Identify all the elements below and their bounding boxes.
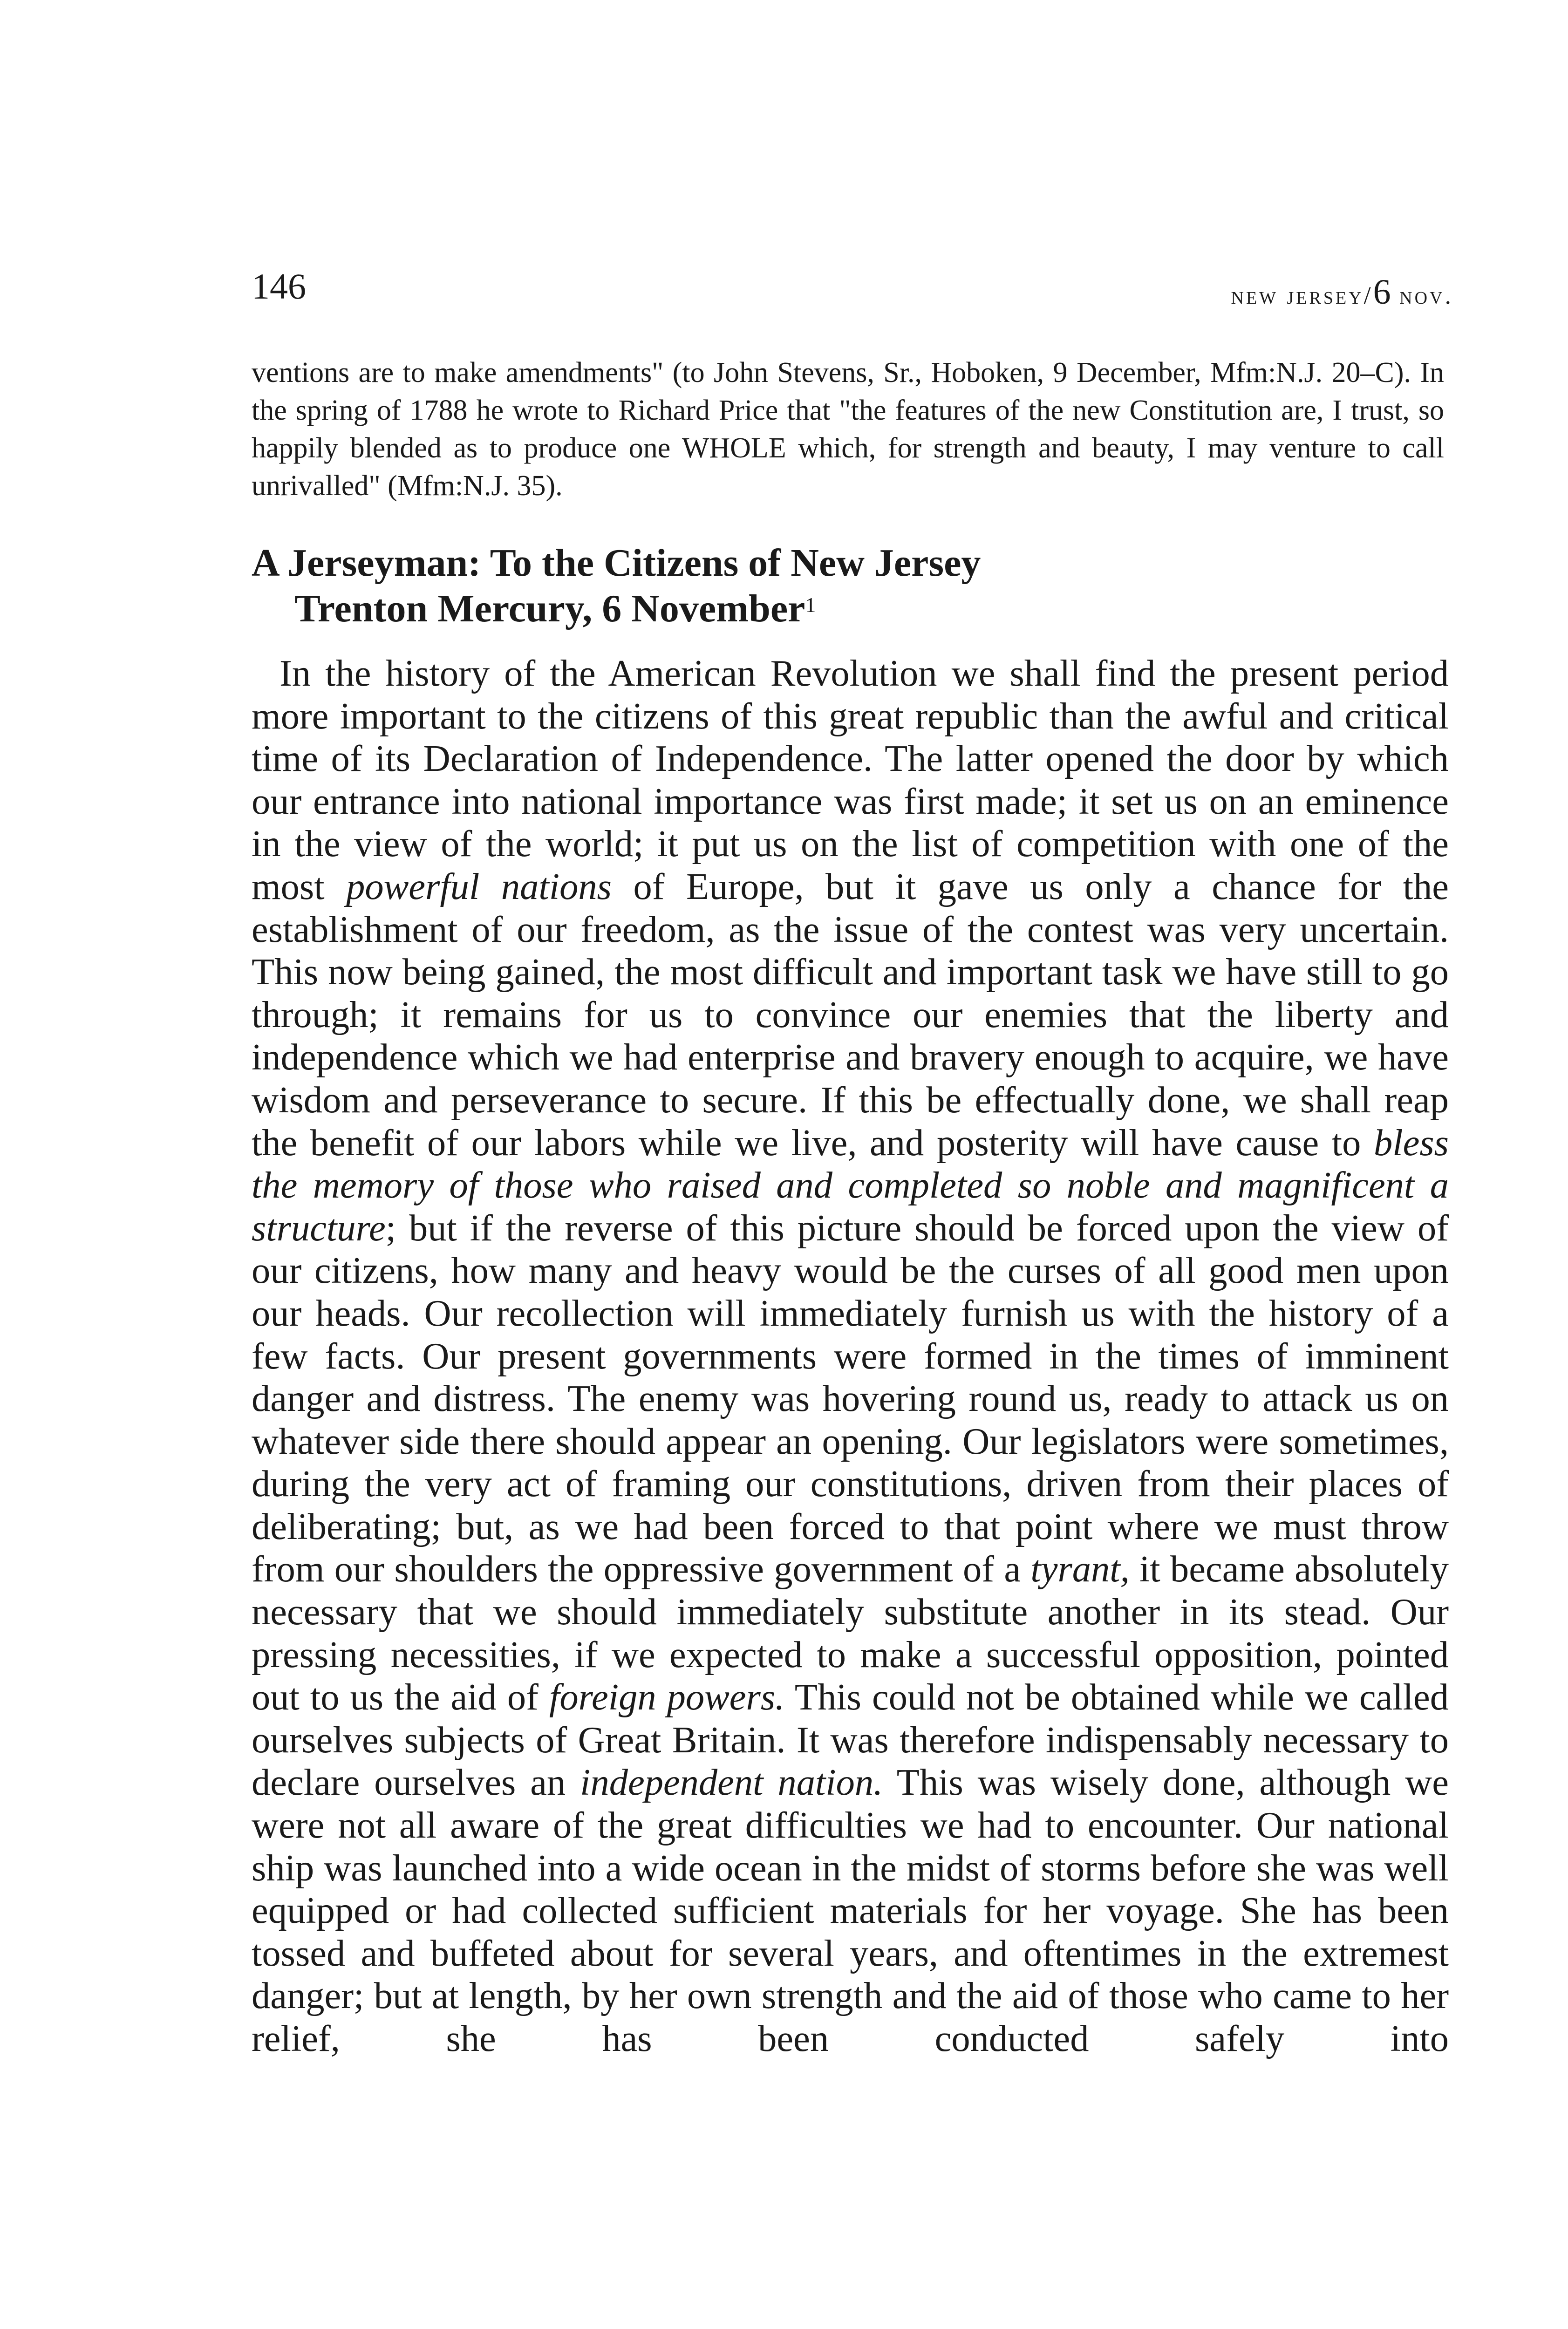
editorial-note-text: ventions are to make amendments" (to John Stevens, Sr., Hoboken, 9 December, Mfm:N.J. 20–C). In the spring of 1788 he wrote to Richard Price that "the features of the new Constitution are, I trust, so happily blended as to produce one WHOLE which, for strength and beauty, I may venture to call unrivalled" (Mfm:N.J. 35). bbox=[252, 357, 1444, 502]
body-italic-phrase: tyrant, bbox=[1030, 1548, 1130, 1590]
body-segment: This was wisely done, although we were not all aware of the great difficulties we had to encounter. Our national ship was launched into a wide ocean in the midst of storms before she was well equipped or had collected sufficient materials for her voyage. She has been tossed and buffeted about for several years, and oftentimes in the extremest danger; but at length, by her own strength and the aid of those who came to her relief, she has been conducted safely into bbox=[252, 1762, 1449, 2059]
body-italic-phrase: foreign powers. bbox=[549, 1676, 785, 1718]
heading-title: A Jerseyman: To the Citizens of New Jersey bbox=[252, 541, 981, 585]
running-title-main: new jersey/ bbox=[1231, 281, 1373, 309]
body-segment: This could not be obtained while we called ourselves subjects of Great Britain. It was therefore indispensably necessary to declare ourselves an bbox=[252, 1676, 1449, 1804]
editorial-note bbox=[252, 354, 1444, 505]
body-text bbox=[252, 652, 1449, 2060]
running-title bbox=[1231, 266, 1454, 321]
page-number: 146 bbox=[252, 266, 306, 306]
body-segment: it became absolutely necessary that we should immediately substitute another in its stead. Our pressing necessities, if we expected to make a successful opposition, pointed out to us the aid of bbox=[252, 1548, 1449, 1718]
running-title-month: nov. bbox=[1391, 281, 1453, 309]
body-italic-phrase: independent nation. bbox=[580, 1762, 883, 1804]
body-italic-phrase: powerful nations bbox=[346, 865, 612, 907]
body-italic-phrase: bless the memory of those who raised and completed so noble and magnificent a structure bbox=[252, 1122, 1449, 1249]
running-head bbox=[252, 261, 1453, 312]
footnote-marker: 1 bbox=[805, 593, 816, 617]
body-segment: In the history of the American Revolution we shall find the present period more important to the citizens of this great republic than the awful and critical time of its Declaration of Independence. The latter opened the door by which our entrance into national importance was first made; it set us on an eminence in the view of the world; it put us on the list of competition with one of the most bbox=[252, 653, 1449, 907]
body-segment: ; but if the reverse of this picture should be forced upon the view of our citizens, how many and heavy would be the curses of all good men upon our heads. Our recollection will immediately furnish us with the history of a few facts. Our present governments were formed in the times of imminent danger and distress. The enemy was hovering round us, ready to attack us on whatever side there should appear an opening. Our legislators were sometimes, during the very act of framing our constitutions, driven from their places of deliberating; but, as we had been forced to that point where we must throw from our shoulders the oppressive government of a bbox=[252, 1207, 1449, 1590]
heading-source-line bbox=[252, 586, 1453, 632]
heading-source: Trenton Mercury, 6 November bbox=[294, 587, 805, 630]
running-title-day: 6 bbox=[1373, 272, 1391, 312]
document-heading bbox=[252, 540, 1453, 632]
body-paragraph bbox=[252, 652, 1449, 2060]
body-segment: of Europe, but it gave us only a chance for the establishment of our freedom, as the issue of the contest was very uncertain. This now being gained, the most difficult and important task we have still to go through; it remains for us to convince our enemies that the liberty and independence which we had enterprise and bravery enough to acquire, we have wisdom and perseverance to secure. If this be effectually done, we shall reap the benefit of our labors while we live, and posterity will have cause to bbox=[252, 865, 1449, 1164]
